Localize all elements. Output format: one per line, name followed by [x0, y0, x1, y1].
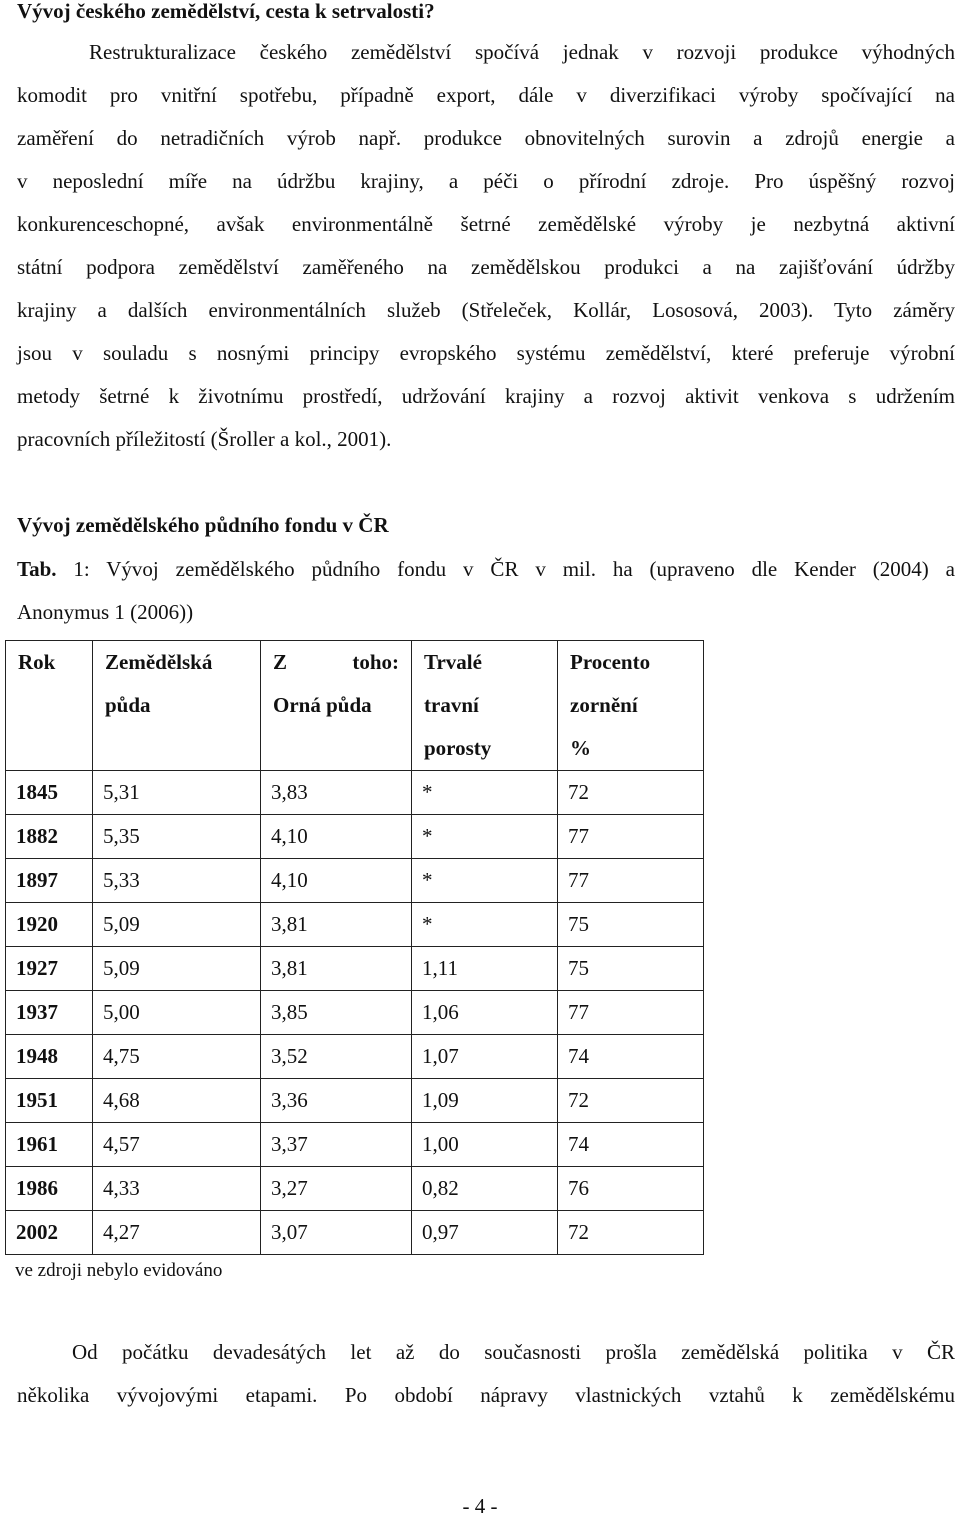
cell-grassland: 1,11	[412, 947, 558, 991]
land-fund-table	[5, 640, 704, 1255]
cell-year: 1920	[6, 903, 93, 947]
header-permanent-grassland	[412, 641, 558, 771]
table-row	[6, 991, 704, 1035]
cell-grassland: 1,06	[412, 991, 558, 1035]
header-word: toho:	[352, 650, 399, 674]
cell-year: 1948	[6, 1035, 93, 1079]
caption-line	[17, 548, 955, 591]
paragraph-line: krajiny a dalších environmentálních služeb (Střeleček, Kollár, Lososová, 2003). Tyto záměry	[17, 298, 955, 322]
cell-arable-land: 3,83	[261, 771, 412, 815]
cell-arable-land: 3,36	[261, 1079, 412, 1123]
cell-grassland: 1,09	[412, 1079, 558, 1123]
cell-agricultural-land: 5,00	[93, 991, 261, 1035]
paragraph-line: pracovních příležitostí (Šroller a kol., 2001).	[17, 427, 392, 451]
cell-arable-land: 3,81	[261, 903, 412, 947]
cell-tillage-percent: 72	[558, 1079, 704, 1123]
paragraph-line: Od počátku devadesátých let až do současnosti prošla zemědělská politika v ČR	[72, 1340, 955, 1364]
header-agricultural-land	[93, 641, 261, 771]
header-line: travní	[424, 693, 479, 717]
table-footnote: ve zdroji nebylo evidováno	[15, 1260, 223, 1281]
cell-year: 1882	[6, 815, 93, 859]
cell-arable-land: 4,10	[261, 815, 412, 859]
cell-tillage-percent: 72	[558, 1211, 704, 1255]
cell-agricultural-land: 5,33	[93, 859, 261, 903]
table-row	[6, 1079, 704, 1123]
cell-arable-land: 3,85	[261, 991, 412, 1035]
table-row	[6, 1123, 704, 1167]
cell-agricultural-land: 5,35	[93, 815, 261, 859]
cell-grassland: *	[412, 903, 558, 947]
paragraph-line: státní podpora zemědělství zaměřeného na zemědělskou produkci a na zajišťování údržby	[17, 255, 955, 279]
header-line: Procento	[570, 650, 651, 674]
header-line: porosty	[424, 736, 492, 760]
header-arable-land	[261, 641, 412, 771]
paragraph-line: metody šetrné k životnímu prostředí, udržování krajiny a rozvoj aktivit venkova s udržením	[17, 384, 955, 408]
cell-year: 2002	[6, 1211, 93, 1255]
table-row	[6, 815, 704, 859]
cell-agricultural-land: 4,75	[93, 1035, 261, 1079]
cell-tillage-percent: 74	[558, 1035, 704, 1079]
header-line: Rok	[18, 650, 56, 674]
cell-grassland: *	[412, 815, 558, 859]
cell-agricultural-land: 4,57	[93, 1123, 261, 1167]
cell-agricultural-land: 4,27	[93, 1211, 261, 1255]
caption-line: Anonymus 1 (2006))	[17, 600, 194, 624]
cell-agricultural-land: 5,31	[93, 771, 261, 815]
cell-year: 1937	[6, 991, 93, 1035]
cell-agricultural-land: 4,68	[93, 1079, 261, 1123]
cell-tillage-percent: 77	[558, 991, 704, 1035]
cell-tillage-percent: 76	[558, 1167, 704, 1211]
closing-paragraph	[17, 1331, 955, 1417]
table-row	[6, 1035, 704, 1079]
table-row	[6, 859, 704, 903]
cell-grassland: *	[412, 859, 558, 903]
table-caption	[17, 548, 955, 634]
cell-tillage-percent: 77	[558, 859, 704, 903]
paragraph-line: komodit pro vnitřní spotřebu, případně export, dále v diverzifikaci výroby spočívající na	[17, 83, 955, 107]
table-row	[6, 947, 704, 991]
cell-arable-land: 3,52	[261, 1035, 412, 1079]
cell-grassland: 1,07	[412, 1035, 558, 1079]
header-line: Orná půda	[273, 693, 372, 717]
table-row	[6, 1211, 704, 1255]
page-number: - 4 -	[462, 1494, 498, 1518]
paragraph-line: konkurenceschopné, avšak environmentálně šetrné zemědělské výroby je nezbytná aktivní	[17, 212, 955, 236]
cell-agricultural-land: 5,09	[93, 947, 261, 991]
cell-agricultural-land: 4,33	[93, 1167, 261, 1211]
cell-year: 1845	[6, 771, 93, 815]
paragraph-line: jsou v souladu s nosnými principy evropského systému zemědělství, které preferuje výrobní	[17, 341, 955, 365]
cell-arable-land: 3,37	[261, 1123, 412, 1167]
cell-tillage-percent: 74	[558, 1123, 704, 1167]
intro-paragraph	[17, 31, 955, 461]
document-heading: Vývoj českého zemědělství, cesta k setrvalosti?	[17, 0, 435, 23]
cell-grassland: 1,00	[412, 1123, 558, 1167]
paragraph-line: v neposlední míře na údržbu krajiny, a péči o přírodní zdroje. Pro úspěšný rozvoj	[17, 169, 955, 193]
cell-year: 1927	[6, 947, 93, 991]
cell-grassland: 0,97	[412, 1211, 558, 1255]
table-row	[6, 771, 704, 815]
header-line	[273, 641, 399, 684]
header-line: Trvalé	[424, 650, 482, 674]
cell-tillage-percent: 75	[558, 947, 704, 991]
paragraph-line: Restrukturalizace českého zemědělství spočívá jednak v rozvoji produkce výhodných	[89, 40, 955, 64]
header-year	[6, 641, 93, 771]
cell-year: 1961	[6, 1123, 93, 1167]
header-word: Z	[273, 650, 288, 674]
cell-year: 1986	[6, 1167, 93, 1211]
cell-tillage-percent: 77	[558, 815, 704, 859]
cell-year: 1897	[6, 859, 93, 903]
cell-arable-land: 3,07	[261, 1211, 412, 1255]
header-line: %	[570, 736, 591, 760]
cell-tillage-percent: 75	[558, 903, 704, 947]
table-header-row	[6, 641, 704, 771]
header-line: zornění	[570, 693, 638, 717]
cell-agricultural-land: 5,09	[93, 903, 261, 947]
cell-year: 1951	[6, 1079, 93, 1123]
caption-label: Tab.	[17, 557, 57, 581]
header-line: Zemědělská	[105, 650, 213, 674]
paragraph-line: několika vývojovými etapami. Po období nápravy vlastnických vztahů k zemědělskému	[17, 1383, 955, 1407]
cell-arable-land: 3,81	[261, 947, 412, 991]
cell-arable-land: 4,10	[261, 859, 412, 903]
paragraph-line: zaměření do netradičních výrob např. produkce obnovitelných surovin a zdrojů energie a	[17, 126, 955, 150]
section-heading: Vývoj zemědělského půdního fondu v ČR	[17, 513, 389, 537]
header-line: půda	[105, 693, 151, 717]
cell-arable-land: 3,27	[261, 1167, 412, 1211]
table-row	[6, 1167, 704, 1211]
cell-grassland: 0,82	[412, 1167, 558, 1211]
caption-text: 1: Vývoj zemědělského půdního fondu v ČR v mil. ha (upraveno dle Kender (2004) a	[56, 557, 955, 581]
header-tillage-percent	[558, 641, 704, 771]
cell-grassland: *	[412, 771, 558, 815]
cell-tillage-percent: 72	[558, 771, 704, 815]
table-row	[6, 903, 704, 947]
